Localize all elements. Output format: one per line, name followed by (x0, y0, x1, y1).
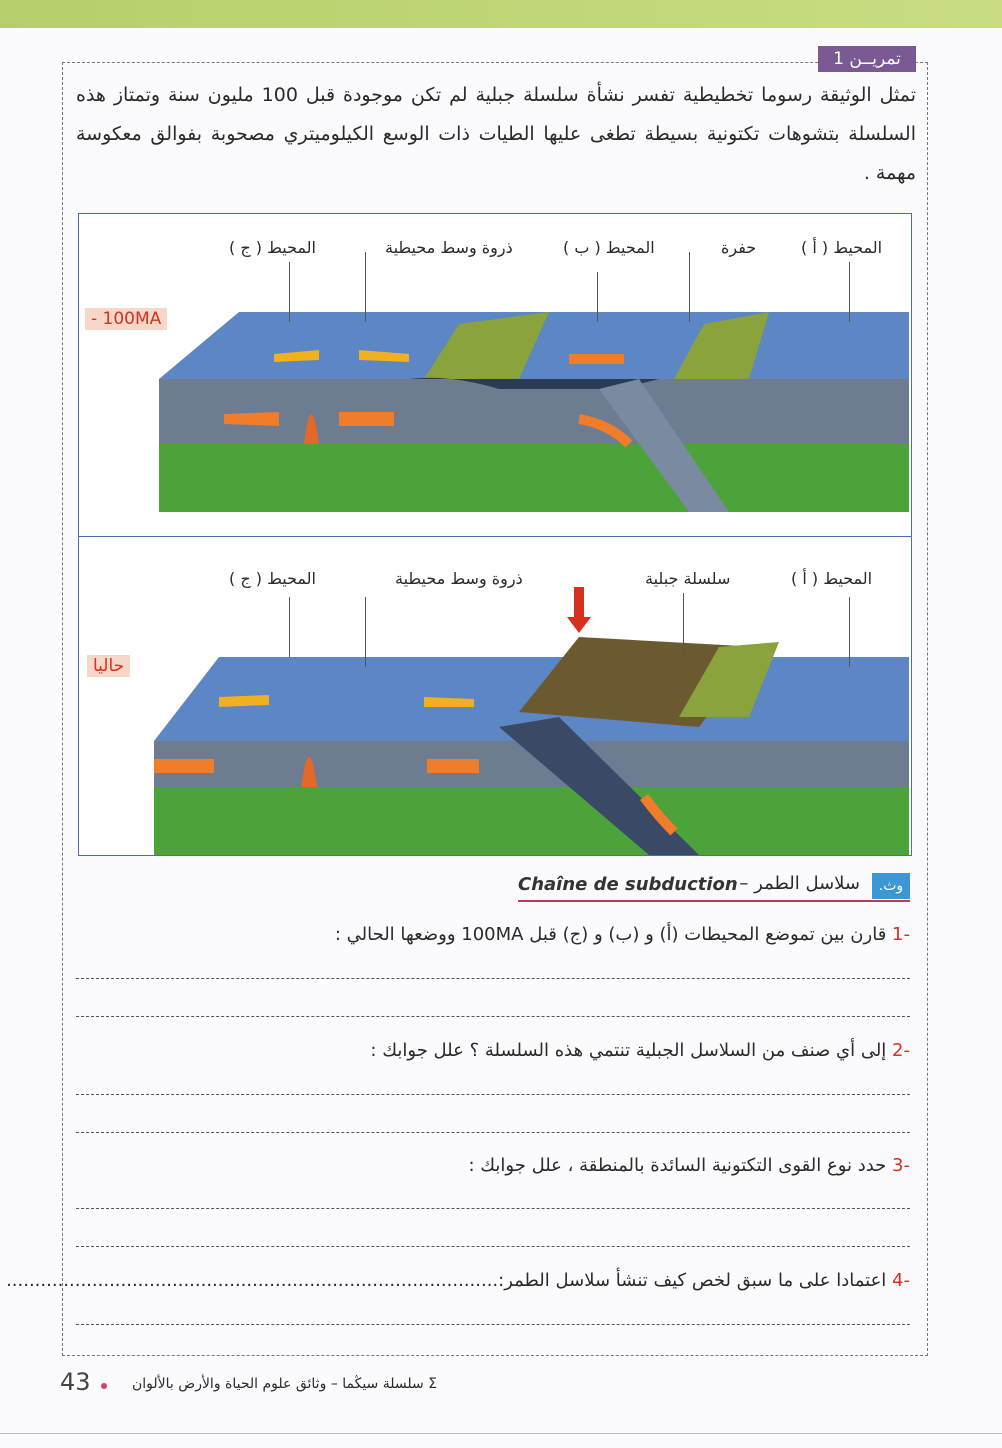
label-ridge: ذروة وسط محيطية (395, 569, 523, 588)
answer-line[interactable] (76, 1132, 910, 1133)
section-heading (518, 872, 910, 902)
intro-text: تمثل الوثيقة رسوما تخطيطية تفسر نشأة سلسلة جبلية لم تكن موجودة قبل 100 مليون سنة وتمتاز هذه السلسلة بتشوهات تكتونية بسيطة تطغى عليها الطيات ذات الوسع الكيلوميتري مصحوبة بفوالق معكوسة مهمة . (76, 84, 916, 184)
label-ocean-a: المحيط ( أ ) (791, 569, 873, 588)
answer-line[interactable] (76, 1324, 910, 1325)
answer-line[interactable] (76, 1094, 910, 1095)
diagram-100ma (78, 213, 912, 537)
label-ridge: ذروة وسط محيطية (385, 238, 513, 257)
diagram-present (78, 536, 912, 856)
label-trench: حفرة (721, 238, 757, 257)
bottom-rule (0, 1433, 1002, 1434)
answer-line[interactable] (76, 978, 910, 979)
question-4: -4 اعتمادا على ما سبق لخص كيف تنشأ سلاسل الطمر:...................................................................................... (6, 1270, 910, 1291)
question-1: -1 قارن بين تموضع المحيطات (أ) و (ب) و (ج) قبل 100MA ووضعها الحالي : (334, 924, 910, 945)
page-number: 43 (60, 1368, 91, 1396)
series-title: Σ سلسلة سيڭما – وثائق علوم الحياة والأرض بالألوان (132, 1376, 438, 1392)
answer-line[interactable] (76, 1016, 910, 1017)
footer-dot (101, 1383, 107, 1389)
top-color-band (0, 0, 1002, 28)
section-title-french: Chaîne de subduction (518, 874, 738, 895)
label-ocean-c: المحيط ( ج ) (229, 238, 316, 257)
time-tag-100ma: - 100MA (85, 308, 167, 330)
block-diagram-illustration (79, 214, 913, 538)
question-3: -3 حدد نوع القوى التكتونية السائدة بالمنطقة ، علل جوابك : (468, 1155, 910, 1176)
question-2: -2 إلى أي صنف من السلاسل الجبلية تنتمي هذه السلسلة ؟ علل جوابك : (370, 1040, 910, 1061)
document-chip: وث. (872, 873, 910, 899)
answer-line[interactable] (76, 1208, 910, 1209)
label-mountain-chain: سلسلة جبلية (645, 569, 731, 588)
label-ocean-a: المحيط ( أ ) (801, 238, 883, 257)
exercise-badge: تمريــن 1 (818, 46, 916, 72)
section-title: سلاسل الطمر – (739, 873, 860, 894)
label-ocean-b: المحيط ( ب ) (563, 238, 655, 257)
time-tag-present: حاليا (87, 655, 130, 677)
label-ocean-c: المحيط ( ج ) (229, 569, 316, 588)
answer-line[interactable] (76, 1246, 910, 1247)
